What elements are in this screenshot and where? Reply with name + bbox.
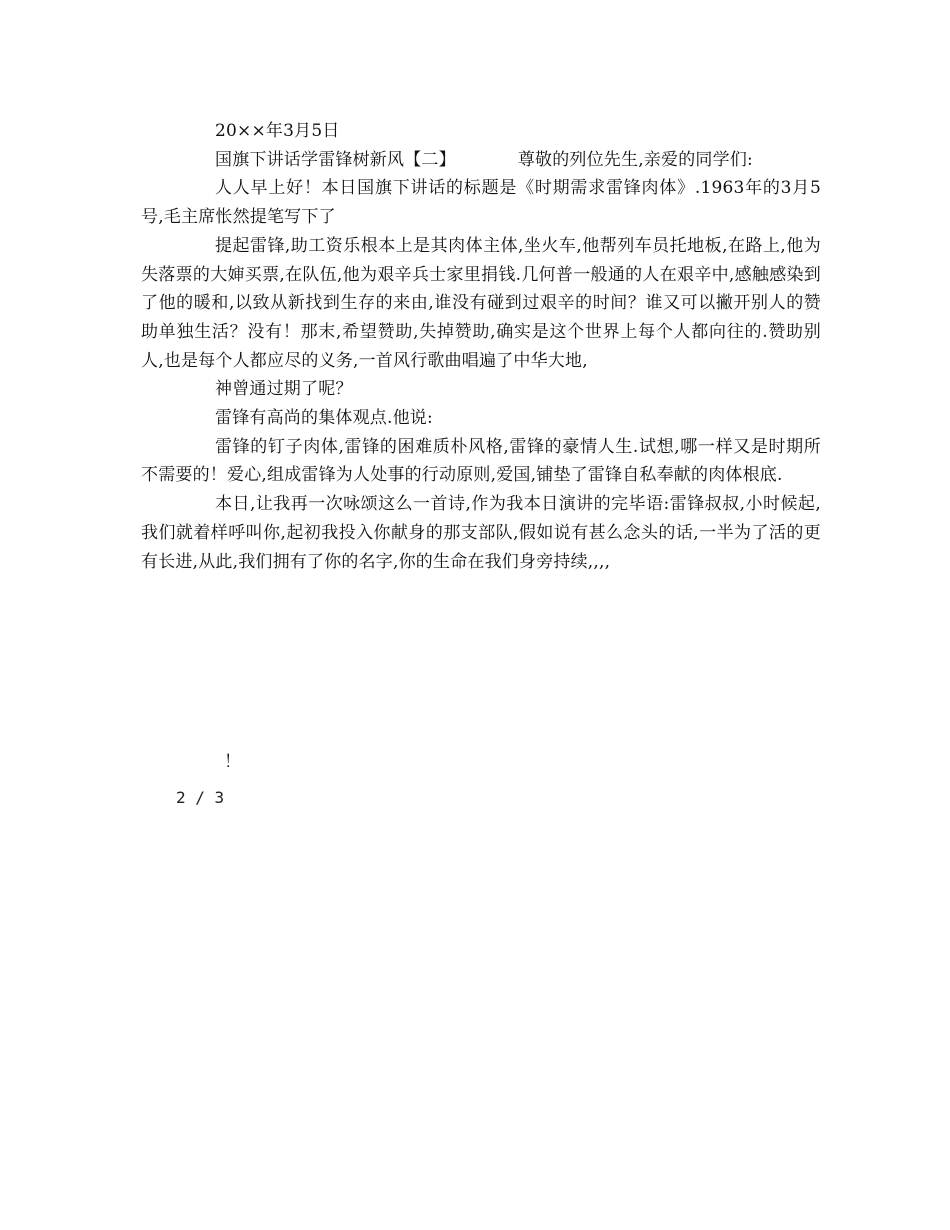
paragraph-1: 人人早上好！本日国旗下讲话的标题是《时期需求雷锋肉体》.1963年的3月5号,毛主席怅然提笔写下了: [141, 178, 821, 228]
paragraph-6: 本日,让我再一次咏颂这么一首诗,作为我本日演讲的完毕语:雷锋叔叔,小时候起,我们就着样呼叫你,起初我投入你献身的那支部队,假如说有甚么念头的话,一半为了活的更有长进,从此,我们拥有了你的名字,你的生命在我们身旁持续,,,,: [141, 494, 821, 572]
greeting: 尊敬的列位先生,亲爱的同学们:: [517, 149, 753, 170]
date-text: 20××年3月5日: [215, 121, 340, 141]
date-line: [141, 117, 821, 146]
closing-exclamation: ！: [224, 752, 241, 772]
paragraph-3: 神曾通过期了呢？: [215, 379, 353, 400]
document-body: [141, 117, 821, 576]
paragraph-2: 提起雷锋,助工资乐根本上是其肉体主体,坐火车,他帮列车员托地板,在路上,他为失落票的大婶买票,在队伍,他为艰辛兵士家里捐钱.几何普一般通的人在艰辛中,感触感染到了他的暖和,以致从新找到生存的来由,谁没有碰到过艰辛的时间？谁又可以撇开别人的赞助单独生活？没有！那末,希望赞助,失掉赞助,确实是这个世界上每个人都向往的.赞助别人,也是每个人都应尽的义务,一首风行歌曲唱遍了中华大地,: [141, 235, 821, 371]
paragraph-4: 雷锋有高尚的集体观点.他说:: [215, 408, 433, 429]
page-number: 2 / 3: [176, 788, 225, 807]
title-line: [141, 146, 821, 175]
paragraph-5: 雷锋的钉子肉体,雷锋的困难质朴风格,雷锋的豪情人生.试想,哪一样又是时期所不需要的！爱心,组成雷锋为人处事的行动原则,爱国,铺垫了雷锋自私奉献的肉体根底.: [141, 436, 821, 486]
speech-title: 国旗下讲话学雷锋树新风【二】: [215, 149, 456, 170]
